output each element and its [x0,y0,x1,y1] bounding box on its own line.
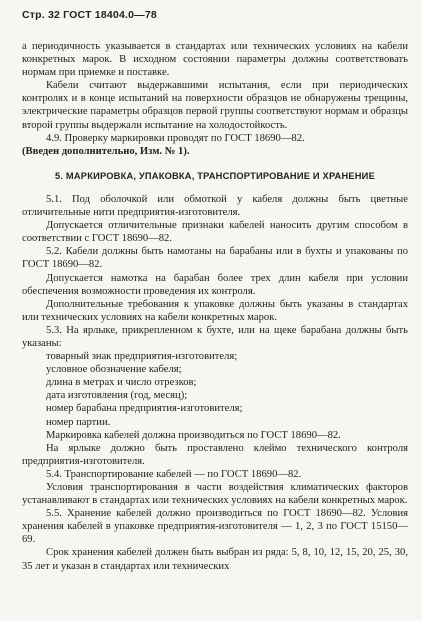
paragraph: На ярлыке должно быть проставлено клеймо технического контроля предприятия-изготовителя. [22,442,408,467]
paragraph: а периодичность указывается в стандартах или технических условиях на кабели конкретных марок. В исходном состоянии параметры должны соответствовать нормам при приемке и поставке. [22,41,408,79]
paragraph: 5.1. Под оболочкой или обмоткой у кабеля должны быть цветные отличительные нити предприятия-изготовителя. [22,193,408,219]
label-items-list [46,350,408,429]
amendment-note: (Введен дополнительно, Изм. № 1). [22,145,190,157]
paragraph: Кабели считают выдержавшими испытания, если при периодических контролях и в конце испытаний на поверхности образцов не обнаружены трещины, электрические параметры образцов первой группы соответствуют нормам и образцы второй группы выдержали испытание на холодостойкость. [22,80,408,131]
paragraph: 5.3. На ярлыке, прикрепленном к бухте, или на щеке барабана должны быть указаны: [22,324,408,349]
paragraph: 4.9. Проверку маркировки проводят по ГОСТ 18690—82. [46,132,305,144]
paragraph: Допускается отличительные признаки кабелей наносить другим способом в соответствии с ГОСТ 18690—82. [22,220,408,245]
paragraph: 5.4. Транспортирование кабелей — по ГОСТ 18690—82. [46,468,302,480]
paragraph: Условия транспортирования в части воздействия климатических факторов устанавливают в стандартах или технических условиях на кабели конкретных марок. [22,482,408,507]
paragraph: Срок хранения кабелей должен быть выбран из ряда: 5, 8, 10, 12, 15, 20, 25, 30, 35 лет и указан в стандартах или технических [22,547,408,572]
document-body [22,40,408,573]
paragraph: Дополнительные требования к упаковке должны быть указаны в стандартах или технических условиях на кабели конкретных марок. [22,298,408,323]
list-item: номер барабана предприятия-изготовителя; [46,403,243,415]
list-item: условное обозначение кабеля; [46,364,182,376]
paragraph: 5.2. Кабели должны быть намотаны на барабаны или в бухты и упакованы по ГОСТ 18690—82. [22,246,408,271]
page-header: Стр. 32 ГОСТ 18404.0—78 [22,9,157,21]
list-item: длина в метрах и число отрезков; [46,377,197,389]
list-item: дата изготовления (год, месяц); [46,390,188,402]
paragraph: 5.5. Хранение кабелей должно производиться по ГОСТ 18690—82. Условия хранения кабелей в упаковке предприятия-изготовителя — 1, 2, 3 по ГОСТ 15150—69. [22,508,408,546]
section-title: 5. МАРКИРОВКА, УПАКОВКА, ТРАНСПОРТИРОВАНИЕ И ХРАНЕНИЕ [55,170,375,181]
list-item: товарный знак предприятия-изготовителя; [46,351,238,363]
paragraph: Маркировка кабелей должна производиться по ГОСТ 18690—82. [46,429,341,441]
list-item: номер партии. [46,416,111,428]
paragraph: Допускается намотка на барабан более трех длин кабеля при условии обеспечения возможности проведения их контроля. [22,272,408,297]
